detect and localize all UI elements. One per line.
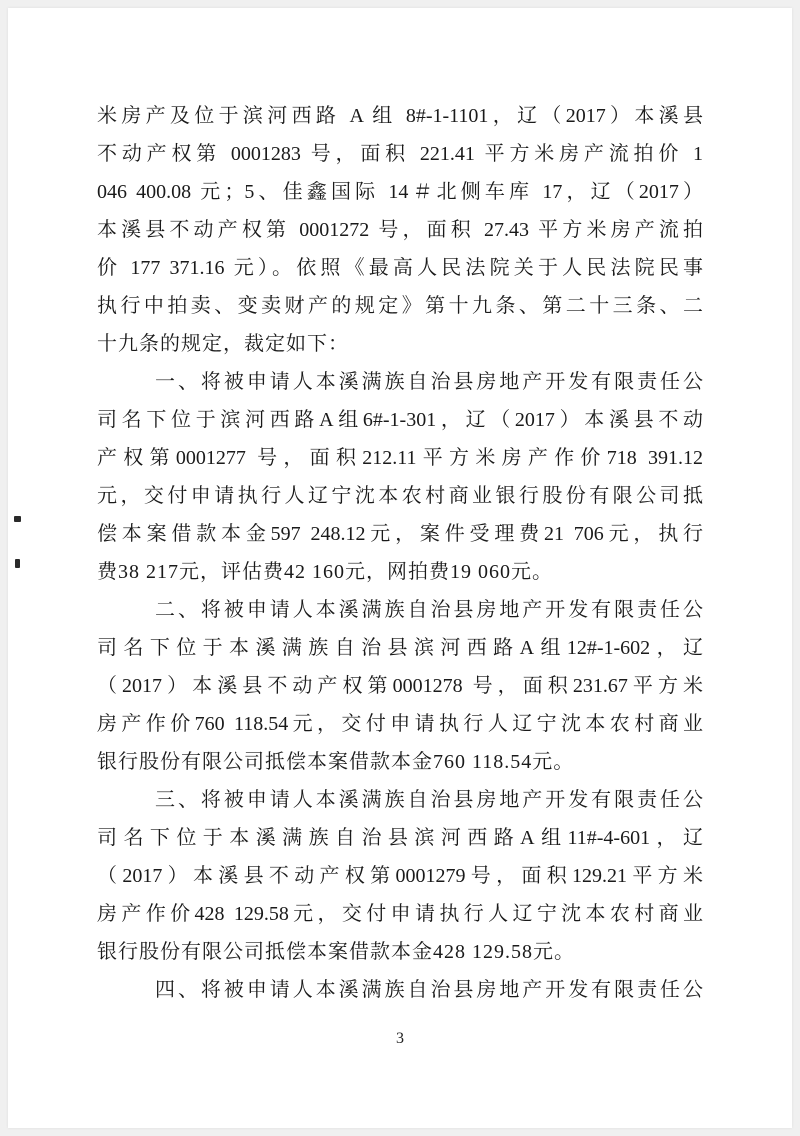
scan-smudge-mark (14, 516, 21, 522)
document-line: 房产作价760 118.54元，交付申请执行人辽宁沈本农村商业 (97, 713, 703, 735)
scan-smudge-mark (15, 559, 20, 568)
document-line: 费38 217元，评估费42 160元，网拍费19 060元。 (97, 561, 553, 583)
document-line: 司名下位于本溪满族自治县滨河西路A组12#-1-602，辽 (97, 637, 703, 659)
document-line: （2017）本溪县不动产权第0001278 号，面积231.67平方米 (97, 675, 703, 697)
document-line: 不动产权第 0001283 号，面积 221.41 平方米房产流拍价 1 (97, 143, 703, 165)
document-line-item-1: 一、将被申请人本溪满族自治县房地产开发有限责任公 (155, 371, 703, 393)
document-line-item-4: 四、将被申请人本溪满族自治县房地产开发有限责任公 (155, 979, 703, 1001)
document-line: 米房产及位于滨河西路 A 组 8#-1-1101，辽（2017）本溪县 (97, 105, 703, 127)
document-line: 产权第0001277 号，面积212.11平方米房产作价718 391.12 (97, 447, 703, 469)
document-line: 046 400.08 元；5、佳鑫国际 14＃北侧车库 17，辽（2017） (97, 181, 703, 203)
document-line: 偿本案借款本金597 248.12元，案件受理费21 706元，执行 (97, 523, 703, 545)
document-line-item-2: 二、将被申请人本溪满族自治县房地产开发有限责任公 (155, 599, 703, 621)
document-line: 司名下位于本溪满族自治县滨河西路A组11#-4-601，辽 (97, 827, 703, 849)
document-line: 房产作价428 129.58元，交付申请执行人辽宁沈本农村商业 (97, 903, 703, 925)
document-page (8, 8, 792, 1128)
document-line: 银行股份有限公司抵偿本案借款本金428 129.58元。 (97, 941, 575, 963)
document-line: 价 177 371.16 元）。依照《最高人民法院关于人民法院民事 (97, 257, 703, 279)
document-line: 执行中拍卖、变卖财产的规定》第十九条、第二十三条、二 (97, 295, 703, 317)
ruling-text-block (97, 97, 703, 1009)
document-line: 十九条的规定，裁定如下： (97, 333, 349, 355)
document-line: 司名下位于滨河西路A组6#-1-301，辽（2017）本溪县不动 (97, 409, 703, 431)
document-line-item-3: 三、将被申请人本溪满族自治县房地产开发有限责任公 (155, 789, 703, 811)
page-number: 3 (396, 1030, 404, 1047)
document-line: 元，交付申请执行人辽宁沈本农村商业银行股份有限公司抵 (97, 485, 703, 507)
document-line: 银行股份有限公司抵偿本案借款本金760 118.54元。 (97, 751, 575, 773)
document-line: 本溪县不动产权第 0001272 号，面积 27.43 平方米房产流拍 (97, 219, 703, 241)
document-line: （2017）本溪县不动产权第0001279号，面积129.21平方米 (97, 865, 703, 887)
